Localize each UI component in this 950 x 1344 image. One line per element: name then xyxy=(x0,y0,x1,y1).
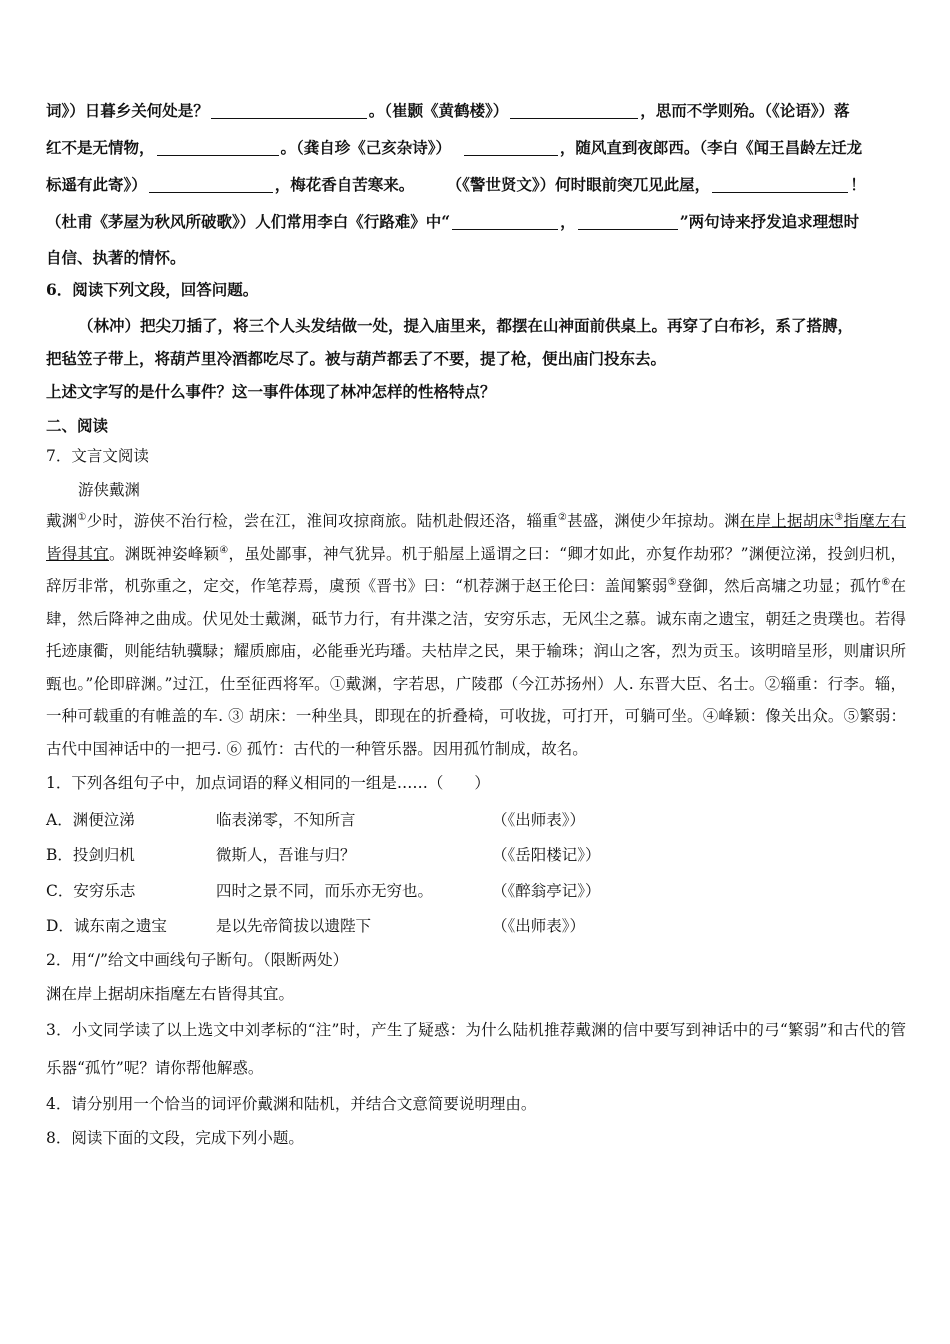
q5-line-5: 自信、执著的情怀。 xyxy=(46,248,186,267)
q8-heading: 8．阅读下面的文段，完成下列小题。 xyxy=(46,1129,304,1147)
q6-question: 上述文字写的是什么事件？这一事件体现了林冲怎样的性格特点？ xyxy=(46,382,496,401)
fill-blank[interactable] xyxy=(712,174,848,193)
sub-question-2: 2．用“/”给文中画线句子断句。（限断两处） xyxy=(46,951,349,969)
fill-blank[interactable] xyxy=(149,174,273,193)
option-d[interactable]: D．诚东南之遗宝 是以先帝简拔以遗陛下 （《出师表》） xyxy=(46,917,586,936)
classical-passage: 戴渊①少时，游侠不治行检，尝在江，淮间攻掠商旅。陆机赴假还洛，辎重②甚盛，渊使少年掠劫。渊在岸上据胡床③指麾左右皆得其宜。渊既神姿峰颖④，虽处鄙事，神气犹异。机于船屋上遥谓之曰：“卿才如此，亦复作劫邪？”渊便泣涕，投剑归机，辞厉非常，机弥重之，定交，作笔荐焉，虞预《晋书》曰：“机荐渊于赵王伦曰：盖闻繁弱⑤登御，然后高墉之功显；孤竹⑥在肆，然后降神之曲成。伏见处士戴渊，砥节力行，有井渫之洁，安穷乐志，无风尘之慕。诚东南之遗宝，朝廷之贵璞也。若得托迹康衢，则能结轨骥騄；耀质廊庙，必能垂光玙璠。夫枯岸之民，果于输珠；润山之客，烈为贡玉。该明暗呈形，则庸识所甄也。”伦即辟渊。”过江，仕至征西将军。①戴渊，字若思，广陵郡（今江苏扬州）人. 东晋大臣、名士。②辎重：行李。辎，一种可载重的有帷盖的车. ③ 胡床：一种坐具，即现在的折叠椅，可收拢，可打开，可躺可坐。④峰颖：像关出众。⑤繁弱：古代中国神话中的一把弓. ⑥ 孤竹：古代的一种管乐器。因用孤竹制成，故名。 xyxy=(46,512,906,758)
underlined-sentence: 在岸上据胡床③指麾左右皆得其宜 xyxy=(46,512,906,563)
fill-blank[interactable] xyxy=(464,137,558,156)
fill-blank[interactable] xyxy=(157,137,279,156)
q5-line-1: 词》）日暮乡关何处是？ 。（崔颢《黄鹤楼》） ，思而不学则殆。（《论语》）落 xyxy=(46,101,850,120)
sub-question-3: 3．小文同学读了以上选文中刘孝标的“注”时，产生了疑惑：为什么陆机推荐戴渊的信中要写到神话中的弓“繁弱”和古代的管乐器“孤竹”呢？请你帮他解惑。 xyxy=(46,1021,906,1077)
sub-question-4: 4．请分别用一个恰当的词评价戴渊和陆机，并结合文意简要说明理由。 xyxy=(46,1095,537,1113)
section-heading: 二、阅读 xyxy=(46,416,109,435)
q5-line-4: （杜甫《茅屋为秋风所破歌》）人们常用李白《行路难》中“ ， ”两句诗来抒发追求理想时 xyxy=(46,212,860,231)
sub-question-1: 1．下列各组句子中，加点词语的释义相同的一组是……（ ） xyxy=(46,774,490,792)
option-b[interactable]: B．投剑归机 微斯人，吾谁与归？ （《岳阳楼记》） xyxy=(46,846,601,865)
q5-line-2: 红不是无情物， 。（龚自珍《己亥杂诗》） ，随风直到夜郎西。（李白《闻王昌龄左迁龙 xyxy=(46,138,863,157)
q5-line-3: 标遥有此寄》） ，梅花香自苦寒来。 （《警世贤文》）何时眼前突兀见此屋， ！ xyxy=(46,175,866,194)
document-page xyxy=(46,92,906,1155)
option-a[interactable]: A．渊便泣涕 临表涕零，不知所言 （《出师表》） xyxy=(46,810,586,829)
fill-blank[interactable] xyxy=(510,100,638,119)
q6-heading: 6．阅读下列文段，回答问题。 xyxy=(46,280,259,299)
option-c[interactable]: C．安穷乐志 四时之景不同，而乐亦无穷也。 （《醉翁亭记》） xyxy=(46,881,601,900)
q7-heading: 7．文言文阅读 xyxy=(46,447,149,465)
fill-blank[interactable] xyxy=(578,211,678,230)
fill-blank[interactable] xyxy=(211,100,367,119)
fill-blank[interactable] xyxy=(452,211,558,230)
q6-passage-line-1: （林冲）把尖刀插了，将三个人头发结做一处，提入庙里来，都摆在山神面前供桌上。再穿了白布衫，系了搭膊， xyxy=(78,316,854,335)
passage-title: 游侠戴渊 xyxy=(78,481,141,499)
q5-tail xyxy=(46,92,906,275)
q6-passage-line-2: 把毡笠子带上，将葫芦里冷酒都吃尽了。被与葫芦都丢了不要，提了枪，便出庙门投东去。 xyxy=(46,349,667,368)
options-list xyxy=(46,801,906,943)
sub-question-2-sentence: 渊在岸上据胡床指麾左右皆得其宜。 xyxy=(46,985,295,1003)
